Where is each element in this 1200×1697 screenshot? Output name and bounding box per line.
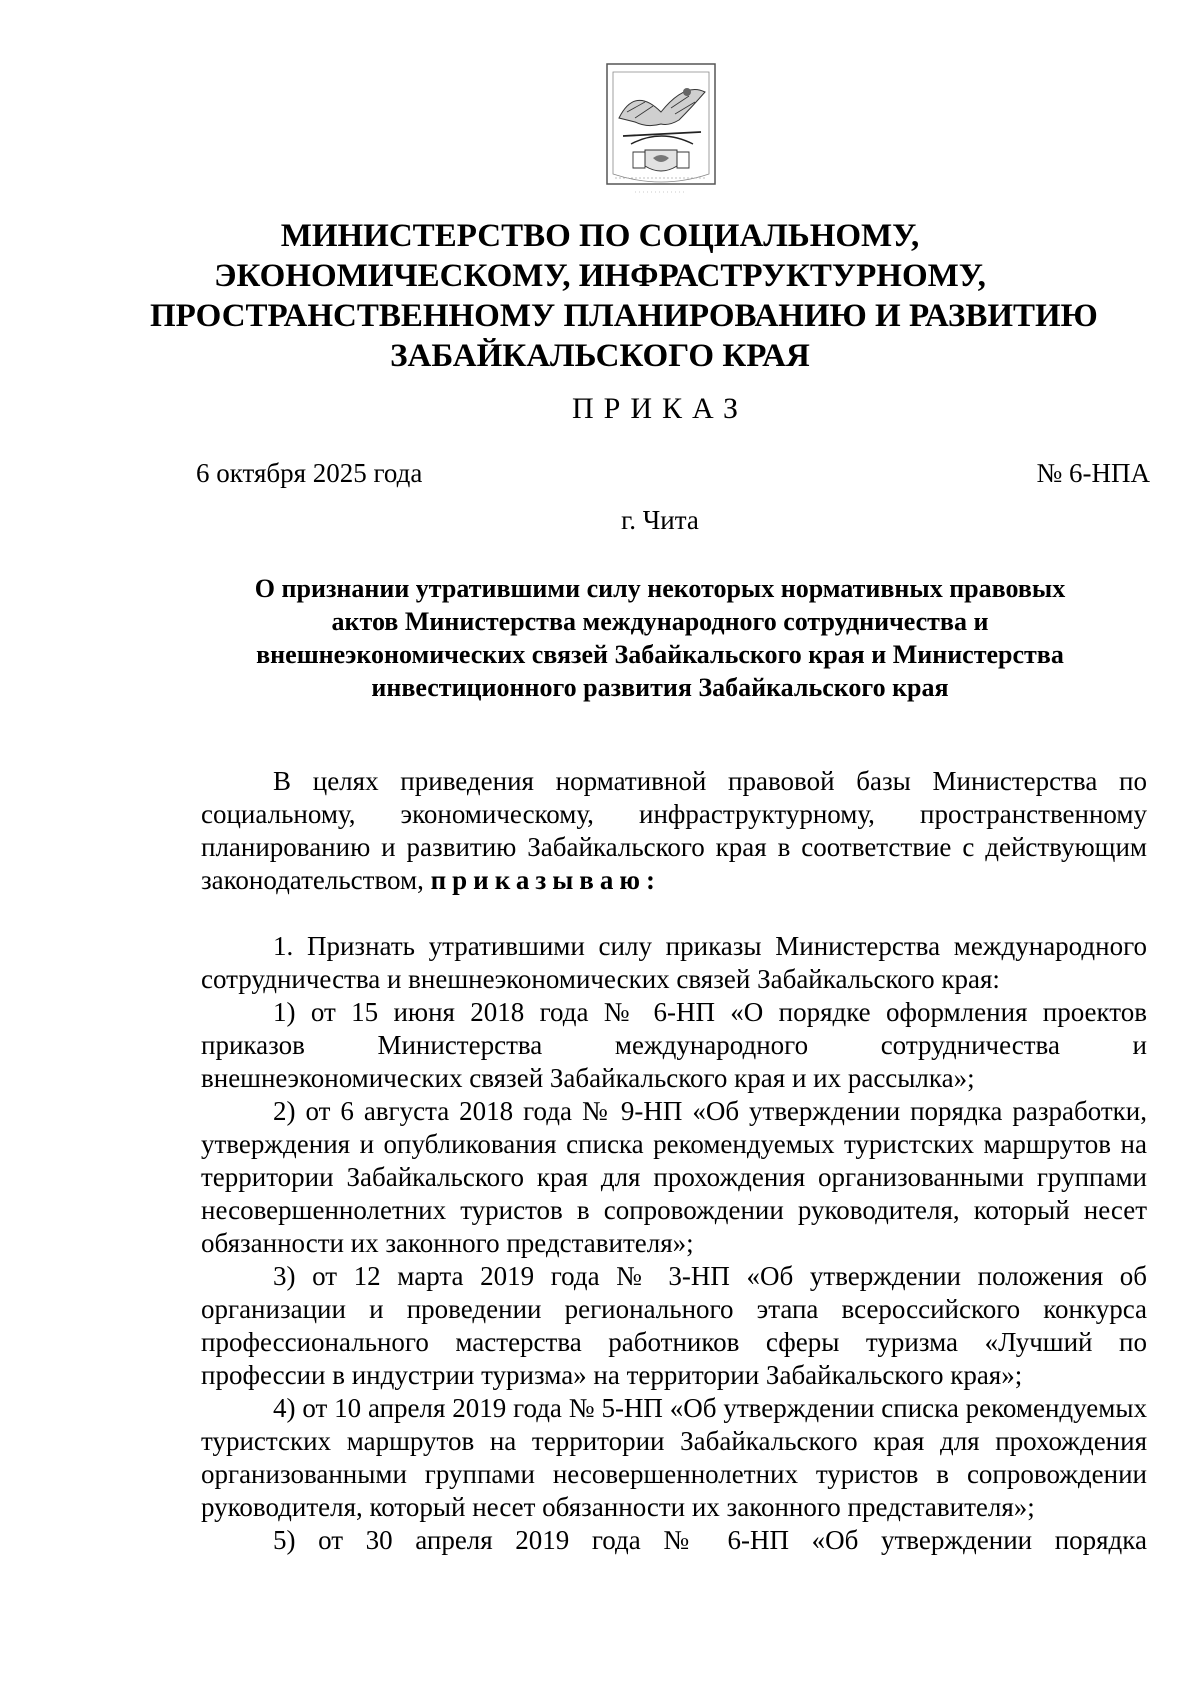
- document-title: [180, 572, 1140, 704]
- paragraph-gap: [201, 897, 1147, 930]
- title-line-4: инвестиционного развития Забайкальского края: [371, 673, 949, 702]
- title-line-3: внешнеэкономических связей Забайкальского края и Министерства: [256, 640, 1064, 669]
- sub-item-4: 4) от 10 апреля 2019 года № 5-НП «Об утверждении списка рекомендуемых туристских маршрутов на территории Забайкальского края для прохождения организованными группами несовершеннолетних туристов в сопровождении руководителя, который несет обязанности их законного представителя»;: [201, 1393, 1147, 1522]
- preamble-paragraph: [201, 765, 1147, 897]
- ministry-name: [150, 216, 1098, 376]
- preamble-text: В целях приведения нормативной правовой базы Министерства по социальному, экономическому, инфраструктурному, пространственному планированию и развитию Забайкальского края в соответствие с действующим законодательством,: [201, 766, 1147, 895]
- ministry-line-3: ПРОСТРАНСТВЕННОМУ ПЛАНИРОВАНИЮ И РАЗВИТИЮ: [150, 298, 1098, 334]
- sub-item-1: 1) от 15 июня 2018 года № 6-НП «О порядке оформления проектов приказов Министерства международного сотрудничества и внешнеэкономических связей Забайкальского края и их рассылка»;: [201, 997, 1147, 1093]
- ministry-line-1: МИНИСТЕРСТВО ПО СОЦИАЛЬНОМУ,: [280, 218, 920, 254]
- sub-item-3: 3) от 12 марта 2019 года № 3-НП «Об утверждении положения об организации и проведении регионального этапа всероссийского конкурса профессионального мастерства работников сферы туризма «Лучший по профессии в индустрии туризма» на территории Забайкальского края»;: [201, 1261, 1147, 1390]
- sub-item-5: 5) от 30 апреля 2019 года № 6-НП «Об утверждении порядка: [273, 1525, 1147, 1555]
- item-1: 1. Признать утратившими силу приказы Министерства международного сотрудничества и внешнеэкономических связей Забайкальского края:: [201, 931, 1147, 994]
- ministry-line-2: ЭКОНОМИЧЕСКОМУ, ИНФРАСТРУКТУРНОМУ,: [214, 258, 986, 294]
- coat-of-arms-icon: [605, 62, 717, 208]
- document-city: г. Чита: [621, 505, 699, 535]
- document-type: ПРИКАЗ: [572, 392, 748, 425]
- title-line-2: актов Министерства международного сотрудничества и: [331, 607, 989, 636]
- document-date: 6 октября 2025 года: [196, 458, 423, 488]
- ministry-line-4: ЗАБАЙКАЛЬСКОГО КРАЯ: [390, 338, 810, 374]
- sub-item-2: 2) от 6 августа 2018 года № 9-НП «Об утверждении порядка разработки, утверждения и опубликования списка рекомендуемых туристских маршрутов на территории Забайкальского края для прохождения организованными группами несовершеннолетних туристов в сопровождении руководителя, который несет обязанности их законного представителя»;: [201, 1096, 1147, 1258]
- order-word: приказываю:: [430, 865, 662, 895]
- document-body: [201, 765, 1147, 1557]
- document-number: № 6-НПА: [1036, 458, 1150, 488]
- title-line-1: О признании утратившими силу некоторых нормативных правовых: [254, 574, 1066, 603]
